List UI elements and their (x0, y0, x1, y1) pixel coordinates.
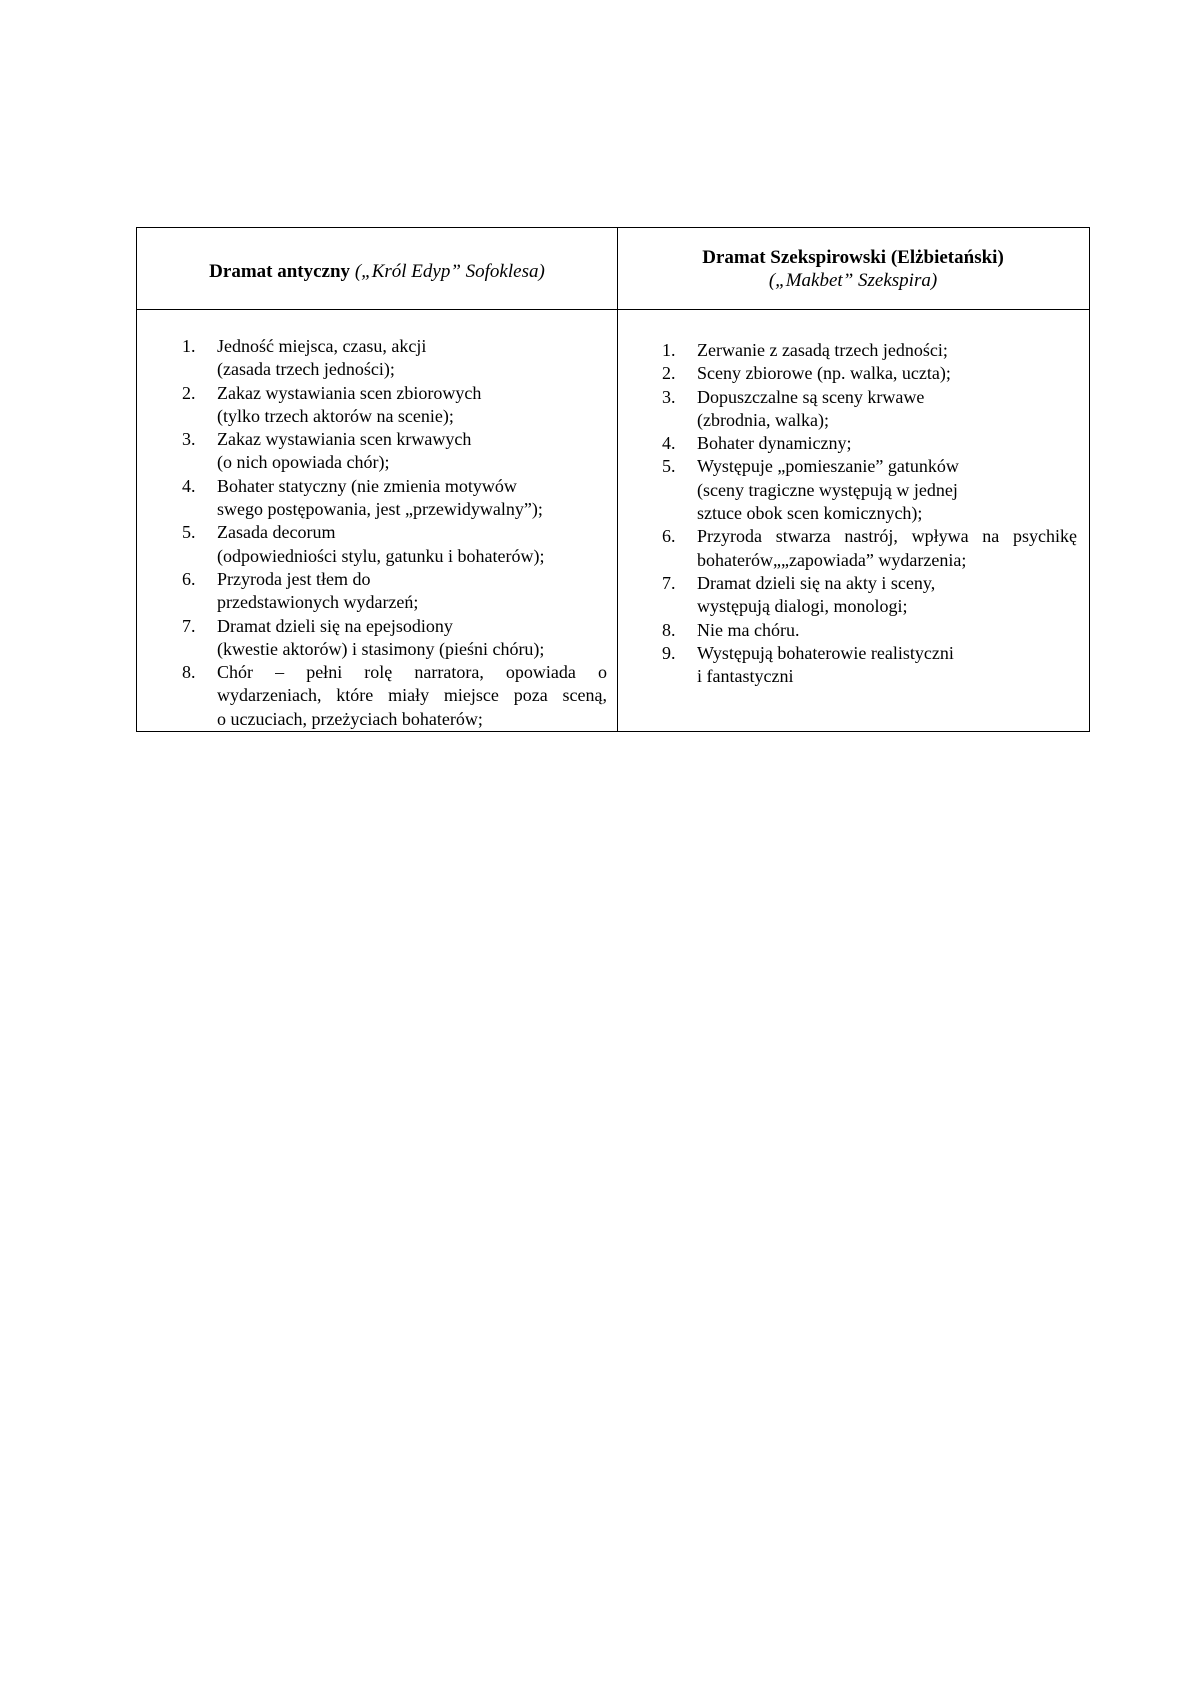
item-line: Przyroda stwarza nastrój, wpływa na psychikę (697, 526, 1077, 547)
item-text (697, 386, 1083, 433)
item-text (697, 572, 1083, 619)
list-item (137, 521, 613, 568)
item-line: Występują bohaterowie realistyczni (697, 642, 954, 663)
item-line: (zasada trzech jedności); (217, 359, 395, 380)
left-feature-list (137, 335, 613, 731)
item-text (697, 455, 1083, 525)
item-line: swego postępowania, jest „przewidywalny”); (217, 499, 543, 520)
left-header-subtitle: („Król Edyp” Sofoklesa) (354, 261, 545, 282)
item-text (217, 382, 613, 429)
item-line: Jedność miejsca, czasu, akcji (217, 336, 427, 356)
item-number: 2. (662, 363, 676, 384)
item-line: (o nich opowiada chór); (217, 452, 390, 473)
list-item (617, 362, 1083, 385)
header-divider (137, 309, 1089, 310)
item-number: 4. (662, 433, 676, 454)
item-text (217, 615, 613, 662)
list-item (617, 619, 1083, 642)
item-line: o uczuciach, przeżyciach bohaterów; (217, 708, 483, 729)
item-number: 5. (662, 456, 676, 477)
item-line: Zasada decorum (217, 522, 336, 543)
item-text (217, 661, 613, 731)
item-line: Zerwanie z zasadą trzech jedności; (697, 340, 948, 360)
list-item (137, 568, 613, 615)
item-line: sztuce obok scen komicznych); (697, 503, 923, 524)
item-line: wydarzeniach, które miały miejsce poza sceną, (217, 685, 607, 706)
item-text (697, 642, 1083, 689)
item-line: Chór – pełni rolę narratora, opowiada o (217, 662, 607, 683)
item-number: 6. (662, 526, 676, 547)
left-header-title: Dramat antyczny (209, 261, 351, 282)
item-line: (zbrodnia, walka); (697, 409, 829, 430)
item-number: 1. (662, 340, 676, 360)
list-item (617, 455, 1083, 525)
list-item (617, 572, 1083, 619)
item-line: Zakaz wystawiania scen krwawych (217, 429, 472, 450)
item-number: 5. (182, 522, 196, 543)
item-number: 2. (182, 382, 196, 403)
item-text (217, 568, 613, 615)
item-number: 4. (182, 475, 196, 496)
item-line: Dramat dzieli się na akty i sceny, (697, 572, 936, 593)
item-text (697, 619, 1083, 642)
item-line: Dramat dzieli się na epejsodiony (217, 615, 453, 636)
item-text (697, 339, 1083, 362)
right-header-subtitle: („Makbet” Szekspira) (768, 269, 938, 291)
item-line: (kwestie aktorów) i stasimony (pieśni chóru); (217, 638, 545, 659)
item-text (697, 432, 1083, 455)
right-column-header (617, 228, 1089, 309)
item-text (217, 521, 613, 568)
item-line: bohaterów„„zapowiada” wydarzenia; (697, 549, 967, 570)
list-item (137, 661, 613, 731)
item-line: Bohater statyczny (nie zmienia motywów (217, 475, 517, 496)
list-item (137, 615, 613, 662)
item-number: 8. (662, 619, 676, 640)
item-text (217, 475, 613, 522)
list-item (137, 335, 613, 382)
item-line: Sceny zbiorowe (np. walka, uczta); (697, 363, 951, 384)
list-item (617, 642, 1083, 689)
item-line: (sceny tragiczne występują w jednej (697, 479, 958, 500)
item-line: (odpowiedniości stylu, gatunku i bohaterów); (217, 545, 545, 566)
item-number: 8. (182, 662, 196, 683)
list-item (617, 525, 1083, 572)
item-number: 3. (662, 386, 676, 407)
item-line: Zakaz wystawiania scen zbiorowych (217, 382, 482, 403)
item-line: występują dialogi, monologi; (697, 596, 908, 617)
item-line: Nie ma chóru. (697, 619, 800, 640)
item-line: przedstawionych wydarzeń; (217, 592, 419, 613)
item-line: Bohater dynamiczny; (697, 433, 852, 454)
item-text (217, 335, 613, 382)
item-text (697, 362, 1083, 385)
item-number: 7. (662, 572, 676, 593)
item-number: 3. (182, 429, 196, 450)
item-text (697, 525, 1083, 572)
item-number: 1. (182, 336, 196, 356)
item-number: 9. (662, 642, 676, 663)
list-item (617, 432, 1083, 455)
item-number: 7. (182, 615, 196, 636)
list-item (617, 339, 1083, 362)
list-item (617, 386, 1083, 433)
item-line: i fantastyczni (697, 666, 794, 687)
item-line: Występuje „pomieszanie” gatunków (697, 456, 959, 477)
item-line: Przyroda jest tłem do (217, 568, 371, 589)
item-line: (tylko trzech aktorów na scenie); (217, 405, 454, 426)
list-item (137, 382, 613, 429)
item-text (217, 428, 613, 475)
right-header-title: Dramat Szekspirowski (Elżbietański) (702, 246, 1004, 268)
list-item (137, 475, 613, 522)
left-column-header (137, 228, 617, 309)
item-line: Dopuszczalne są sceny krwawe (697, 386, 925, 407)
comparison-table (136, 227, 1090, 732)
right-feature-list (617, 339, 1083, 688)
item-number: 6. (182, 568, 196, 589)
list-item (137, 428, 613, 475)
